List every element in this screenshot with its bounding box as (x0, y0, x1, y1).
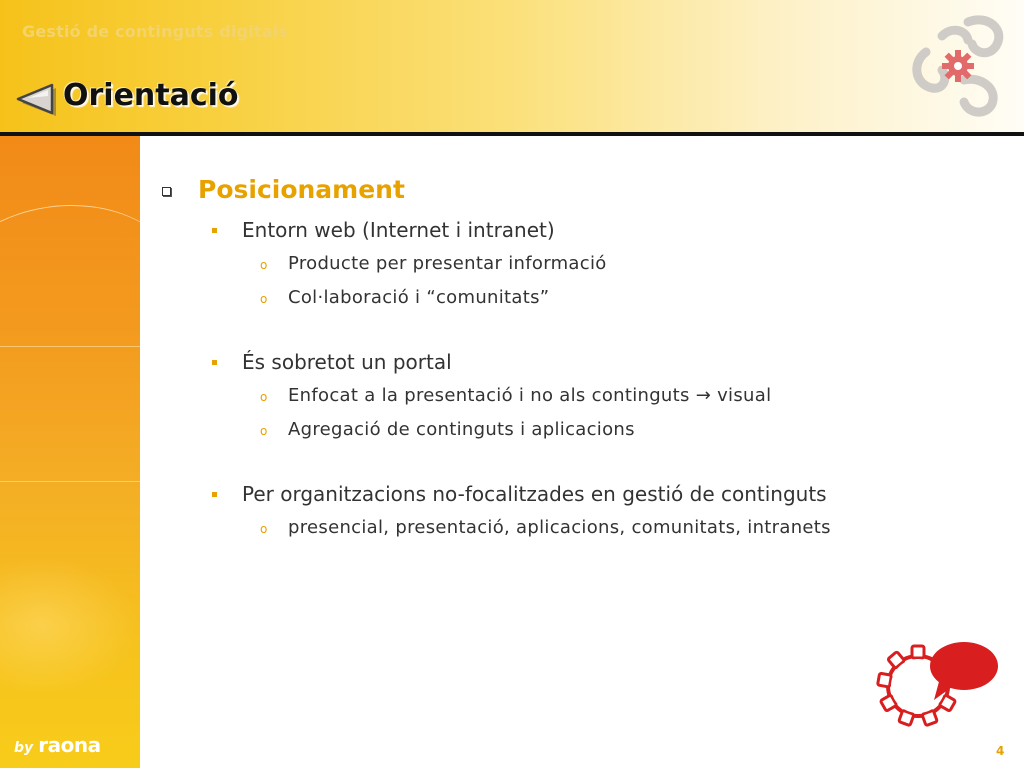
list-item-level3 (150, 282, 1010, 316)
small-square-bullet-icon (212, 360, 217, 365)
circle-bullet-icon: o (260, 292, 268, 306)
sidebar-line (0, 481, 140, 482)
list-item-level3 (150, 414, 1010, 448)
list-item-level2 (150, 478, 1010, 512)
group-item: Producte per presentar informació (288, 253, 607, 274)
list-item-level2 (150, 214, 1010, 248)
list-item-level3 (150, 512, 1010, 546)
list-item-level2 (150, 346, 1010, 380)
small-square-bullet-icon (212, 492, 217, 497)
group-heading: Per organitzacions no-focalitzades en gestió de continguts (242, 482, 827, 506)
list-item-level3 (150, 248, 1010, 282)
list-item-level3 (150, 380, 1010, 414)
group-item: Enfocat a la presentació i no als continguts → visual (288, 385, 772, 406)
spacer (150, 448, 1010, 478)
footer-brand (14, 733, 101, 757)
gear-speech-bubble-logo (876, 638, 1002, 730)
header-divider (0, 132, 1024, 136)
section-title: Posicionament (198, 175, 405, 204)
circle-bullet-icon: o (260, 424, 268, 438)
spacer (150, 316, 1010, 346)
group-heading: És sobretot un portal (242, 350, 452, 374)
slide-content (150, 170, 1010, 546)
section-heading-row (150, 170, 1010, 214)
circle-bullet-icon: o (260, 390, 268, 404)
page-number: 4 (996, 744, 1005, 758)
deck-title: Gestió de continguts digitals (22, 22, 289, 41)
sidebar-curve-decoration (0, 185, 140, 428)
brand-by-label: by (14, 740, 34, 756)
group-item: Agregació de continguts i aplicacions (288, 419, 635, 440)
group-heading: Entorn web (Internet i intranet) (242, 218, 555, 242)
decorative-sidebar (0, 136, 140, 768)
group-item: Col·laboració i “comunitats” (288, 287, 550, 308)
back-arrow-icon[interactable] (14, 82, 58, 118)
circle-bullet-icon: o (260, 258, 268, 272)
sidebar-glow (0, 556, 140, 696)
circle-bullet-icon: o (260, 522, 268, 536)
sidebar-line (0, 346, 140, 347)
slide-title: Orientació (63, 78, 239, 113)
group-item: presencial, presentació, aplicacions, comunitats, intranets (288, 517, 831, 538)
square-bullet-icon (162, 187, 171, 196)
small-square-bullet-icon (212, 228, 217, 233)
brand-gear-logo (908, 10, 1008, 118)
brand-name: raona (38, 733, 101, 757)
